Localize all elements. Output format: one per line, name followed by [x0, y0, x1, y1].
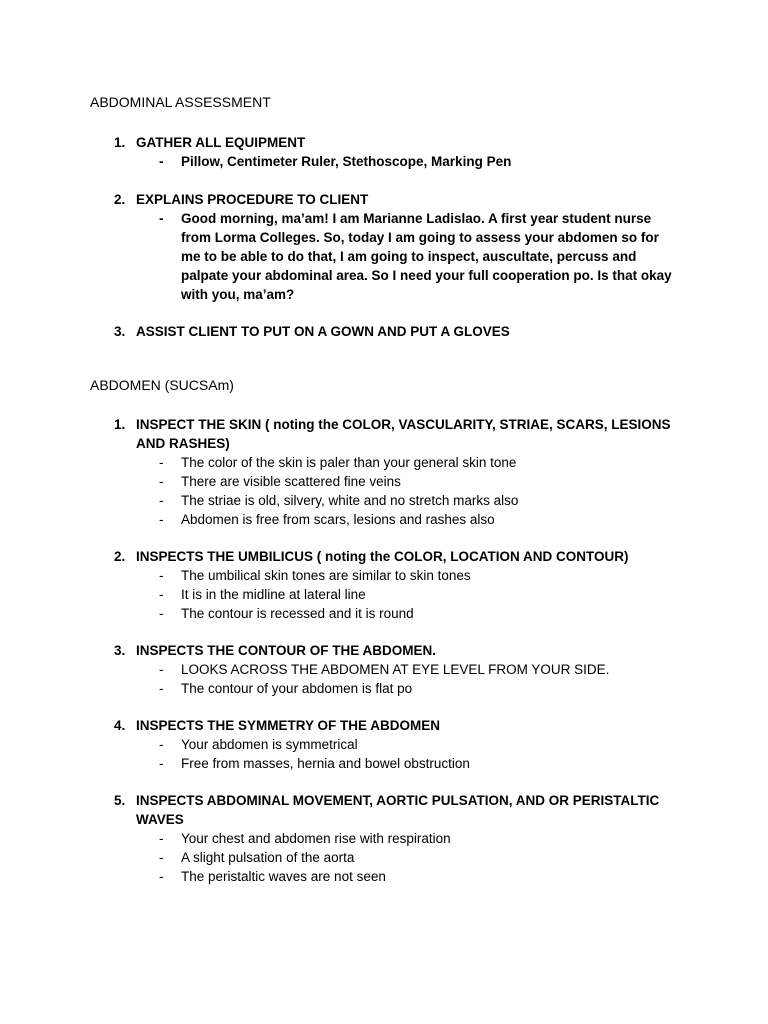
- dash-bullet-icon: -: [159, 869, 164, 884]
- step-detail: [0, 660, 768, 679]
- dash-bullet-icon: -: [159, 756, 164, 771]
- step-detail: [0, 754, 768, 773]
- dash-bullet-icon: -: [159, 606, 164, 621]
- step-detail-text: The peristaltic waves are not seen: [181, 869, 386, 884]
- dash-bullet-icon: -: [159, 662, 164, 677]
- step-heading: EXPLAINS PROCEDURE TO CLIENT: [136, 192, 369, 207]
- step-number: 4.: [114, 718, 126, 733]
- step-detail: [0, 585, 768, 604]
- step-number: 2.: [114, 192, 126, 207]
- prep-step: [0, 322, 768, 341]
- inspection-step: [0, 791, 768, 886]
- prep-steps-list: [0, 133, 768, 341]
- inspection-step: [0, 716, 768, 773]
- step-detail: [0, 453, 768, 472]
- step-number: 2.: [114, 549, 126, 564]
- dash-bullet-icon: -: [159, 681, 164, 696]
- inspection-steps-list: [0, 415, 768, 886]
- step-detail-text: A slight pulsation of the aorta: [181, 850, 355, 865]
- step-heading: GATHER ALL EQUIPMENT: [136, 135, 306, 150]
- dash-bullet-icon: -: [159, 831, 164, 846]
- step-number: 3.: [114, 324, 126, 339]
- step-heading: ASSIST CLIENT TO PUT ON A GOWN AND PUT A GLOVES: [136, 324, 510, 339]
- step-detail-text: There are visible scattered fine veins: [181, 474, 401, 489]
- inspection-step: [0, 415, 768, 529]
- inspection-step: [0, 547, 768, 623]
- step-detail: [0, 491, 768, 510]
- dash-bullet-icon: -: [159, 587, 164, 602]
- step-detail-text: LOOKS ACROSS THE ABDOMEN AT EYE LEVEL FROM YOUR SIDE.: [181, 662, 610, 677]
- step-detail: [0, 735, 768, 754]
- dash-bullet-icon: -: [159, 568, 164, 583]
- dash-bullet-icon: -: [159, 154, 164, 169]
- inspection-step: [0, 641, 768, 698]
- step-heading: INSPECTS THE SYMMETRY OF THE ABDOMEN: [136, 718, 441, 733]
- step-number: 5.: [114, 793, 126, 808]
- step-detail: [0, 604, 768, 623]
- step-detail-text: The contour is recessed and it is round: [181, 606, 414, 621]
- step-detail: [0, 510, 768, 529]
- dash-bullet-icon: -: [159, 493, 164, 508]
- step-detail-text: The color of the skin is paler than your general skin tone: [181, 455, 517, 470]
- step-detail: [0, 848, 768, 867]
- section-title: ABDOMEN (SUCSAm): [90, 377, 234, 393]
- step-detail-text: Your abdomen is symmetrical: [181, 737, 358, 752]
- step-heading: INSPECTS THE CONTOUR OF THE ABDOMEN.: [136, 643, 437, 658]
- step-detail: [0, 472, 768, 491]
- step-detail-text: Free from masses, hernia and bowel obstruction: [181, 756, 470, 771]
- step-detail-text: Abdomen is free from scars, lesions and rashes also: [181, 512, 495, 527]
- step-detail-text: Good morning, ma’am! I am Marianne Ladislao. A first year student nurse from Lorma Colleges. So, today I am going to assess your abdomen so for me to be able to do that, I am going to inspect, auscultate, percuss and palpate your abdominal area. So I need your full cooperation po. Is that okay with you, ma’am?: [181, 211, 672, 302]
- dash-bullet-icon: -: [159, 455, 164, 470]
- step-number: 3.: [114, 643, 126, 658]
- dash-bullet-icon: -: [159, 850, 164, 865]
- step-detail-text: The contour of your abdomen is flat po: [181, 681, 413, 696]
- step-detail: [0, 829, 768, 848]
- step-heading: INSPECT THE SKIN ( noting the COLOR, VASCULARITY, STRIAE, SCARS, LESIONS AND RASHES): [136, 417, 671, 451]
- step-detail-text: Your chest and abdomen rise with respiration: [181, 831, 451, 846]
- step-detail-text: The umbilical skin tones are similar to skin tones: [181, 568, 471, 583]
- step-detail-text: The striae is old, silvery, white and no stretch marks also: [181, 493, 519, 508]
- step-detail: [0, 209, 768, 304]
- step-detail-text: It is in the midline at lateral line: [181, 587, 366, 602]
- step-number: 1.: [114, 135, 126, 150]
- dash-bullet-icon: -: [159, 512, 164, 527]
- prep-step: [0, 133, 768, 171]
- step-detail-text: Pillow, Centimeter Ruler, Stethoscope, Marking Pen: [181, 154, 512, 169]
- dash-bullet-icon: -: [159, 737, 164, 752]
- step-heading: INSPECTS THE UMBILICUS ( noting the COLOR, LOCATION AND CONTOUR): [136, 549, 629, 564]
- step-detail: [0, 867, 768, 886]
- dash-bullet-icon: -: [159, 474, 164, 489]
- step-number: 1.: [114, 417, 126, 432]
- step-detail: [0, 679, 768, 698]
- step-heading: INSPECTS ABDOMINAL MOVEMENT, AORTIC PULSATION, AND OR PERISTALTIC WAVES: [136, 793, 660, 827]
- step-detail: [0, 566, 768, 585]
- step-detail: [0, 152, 768, 171]
- dash-bullet-icon: -: [159, 211, 164, 226]
- prep-step: [0, 190, 768, 304]
- document-title: ABDOMINAL ASSESSMENT: [90, 94, 271, 110]
